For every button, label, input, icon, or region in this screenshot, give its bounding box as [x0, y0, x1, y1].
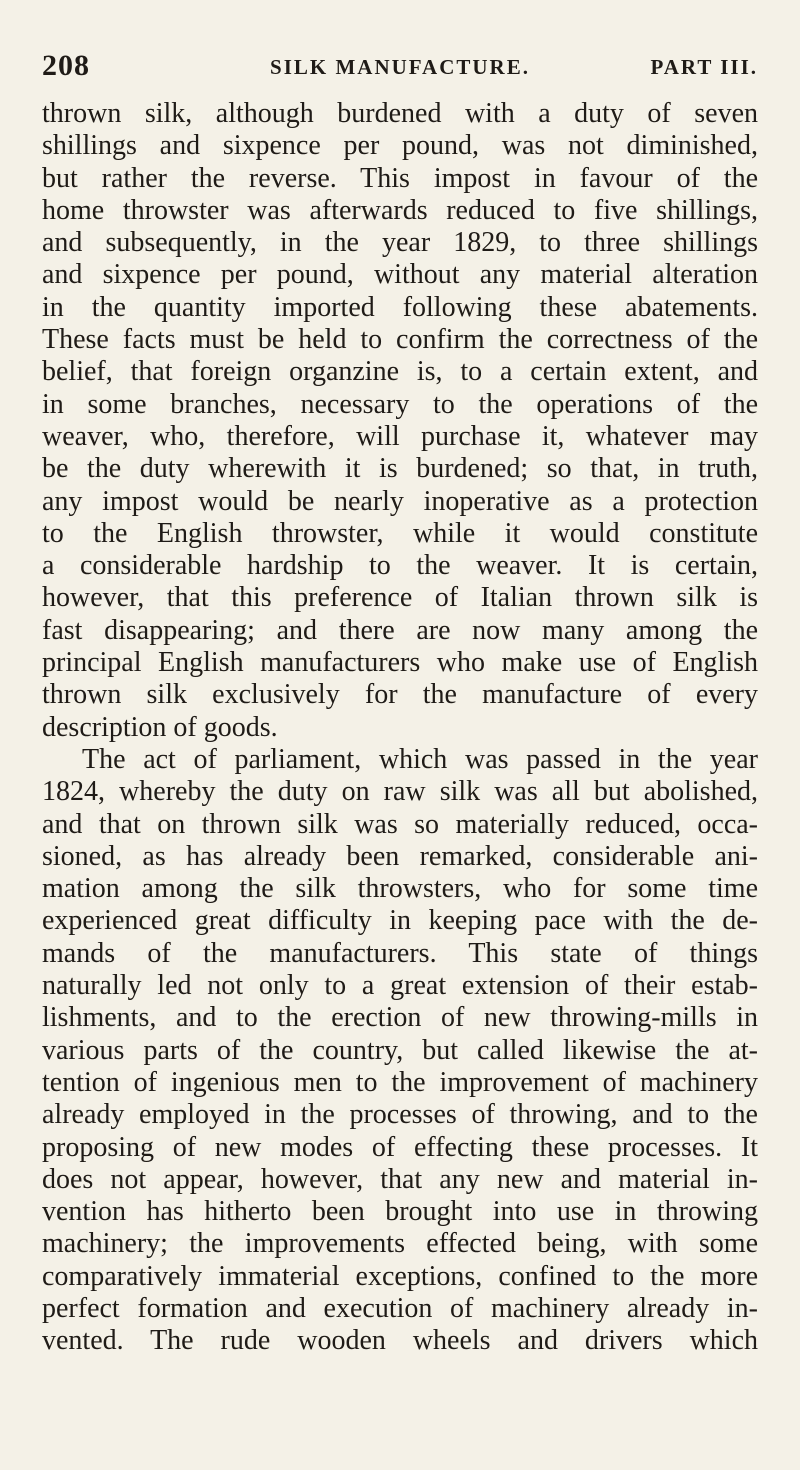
- text-line: any impost would be nearly inoperative as a protection: [42, 485, 758, 517]
- text-line: description of goods.: [42, 711, 278, 743]
- page-number: 208: [42, 49, 90, 82]
- text-line: home throwster was afterwards reduced to five shillings,: [42, 194, 758, 226]
- text-line: belief, that foreign organzine is, to a certain extent, and: [42, 356, 758, 388]
- text-line: tention of ingenious men to the improvement of machinery: [42, 1066, 758, 1098]
- text-line: shillings and sixpence per pound, was not diminished,: [42, 130, 758, 162]
- part-label: PART III.: [650, 55, 758, 79]
- text-line: thrown silk exclusively for the manufacture of every: [42, 679, 758, 711]
- paragraph: [42, 98, 758, 744]
- text-line: vention has hitherto been brought into use in throwing: [42, 1196, 758, 1228]
- text-line: and that on thrown silk was so materially reduced, occa-: [42, 808, 758, 840]
- text-line: however, that this preference of Italian thrown silk is: [42, 582, 758, 614]
- text-line: already employed in the processes of throwing, and to the: [42, 1099, 758, 1131]
- text-line: a considerable hardship to the weaver. It is certain,: [42, 550, 758, 582]
- text-line: proposing of new modes of effecting these processes. It: [42, 1131, 758, 1163]
- text-line: experienced great difficulty in keeping pace with the de-: [42, 905, 758, 937]
- text-line: does not appear, however, that any new and material in-: [42, 1163, 758, 1195]
- text-line: naturally led not only to a great extension of their estab-: [42, 970, 758, 1002]
- text-line: 1824, whereby the duty on raw silk was all but abolished,: [42, 776, 758, 808]
- text-line: mation among the silk throwsters, who for some time: [42, 873, 758, 905]
- text-line: and subsequently, in the year 1829, to three shillings: [42, 227, 758, 259]
- text-line: but rather the reverse. This impost in favour of the: [42, 162, 758, 194]
- text-line: mands of the manufacturers. This state of things: [42, 937, 758, 969]
- text-line: fast disappearing; and there are now many among the: [42, 614, 758, 646]
- paragraph: [42, 744, 758, 1358]
- text-line: These facts must be held to confirm the correctness of the: [42, 324, 758, 356]
- text-line: principal English manufacturers who make use of English: [42, 647, 758, 679]
- text-line: vented. The rude wooden wheels and drivers which: [42, 1325, 758, 1357]
- text-line: lishments, and to the erection of new throwing-mills in: [42, 1002, 758, 1034]
- text-line: in some branches, necessary to the operations of the: [42, 388, 758, 420]
- text-line: various parts of the country, but called likewise the at-: [42, 1034, 758, 1066]
- running-head: [42, 49, 758, 81]
- text-line: thrown silk, although burdened with a duty of seven: [42, 98, 758, 129]
- text-line: The act of parliament, which was passed in the year: [82, 743, 758, 775]
- text-line: perfect formation and execution of machinery already in-: [42, 1292, 758, 1324]
- text-line: comparatively immaterial exceptions, confined to the more: [42, 1260, 758, 1292]
- text-line: to the English throwster, while it would constitute: [42, 517, 758, 549]
- text-line: and sixpence per pound, without any material alteration: [42, 259, 758, 291]
- running-title: SILK MANUFACTURE.: [270, 55, 530, 79]
- text-line: sioned, as has already been remarked, considerable ani-: [42, 840, 758, 872]
- text-line: weaver, who, therefore, will purchase it, whatever may: [42, 420, 758, 452]
- text-line: be the duty wherewith it is burdened; so that, in truth,: [42, 453, 758, 485]
- text-line: in the quantity imported following these abatements.: [42, 291, 758, 323]
- text-line: machinery; the improvements effected being, with some: [42, 1228, 758, 1260]
- body-text: [42, 98, 758, 1358]
